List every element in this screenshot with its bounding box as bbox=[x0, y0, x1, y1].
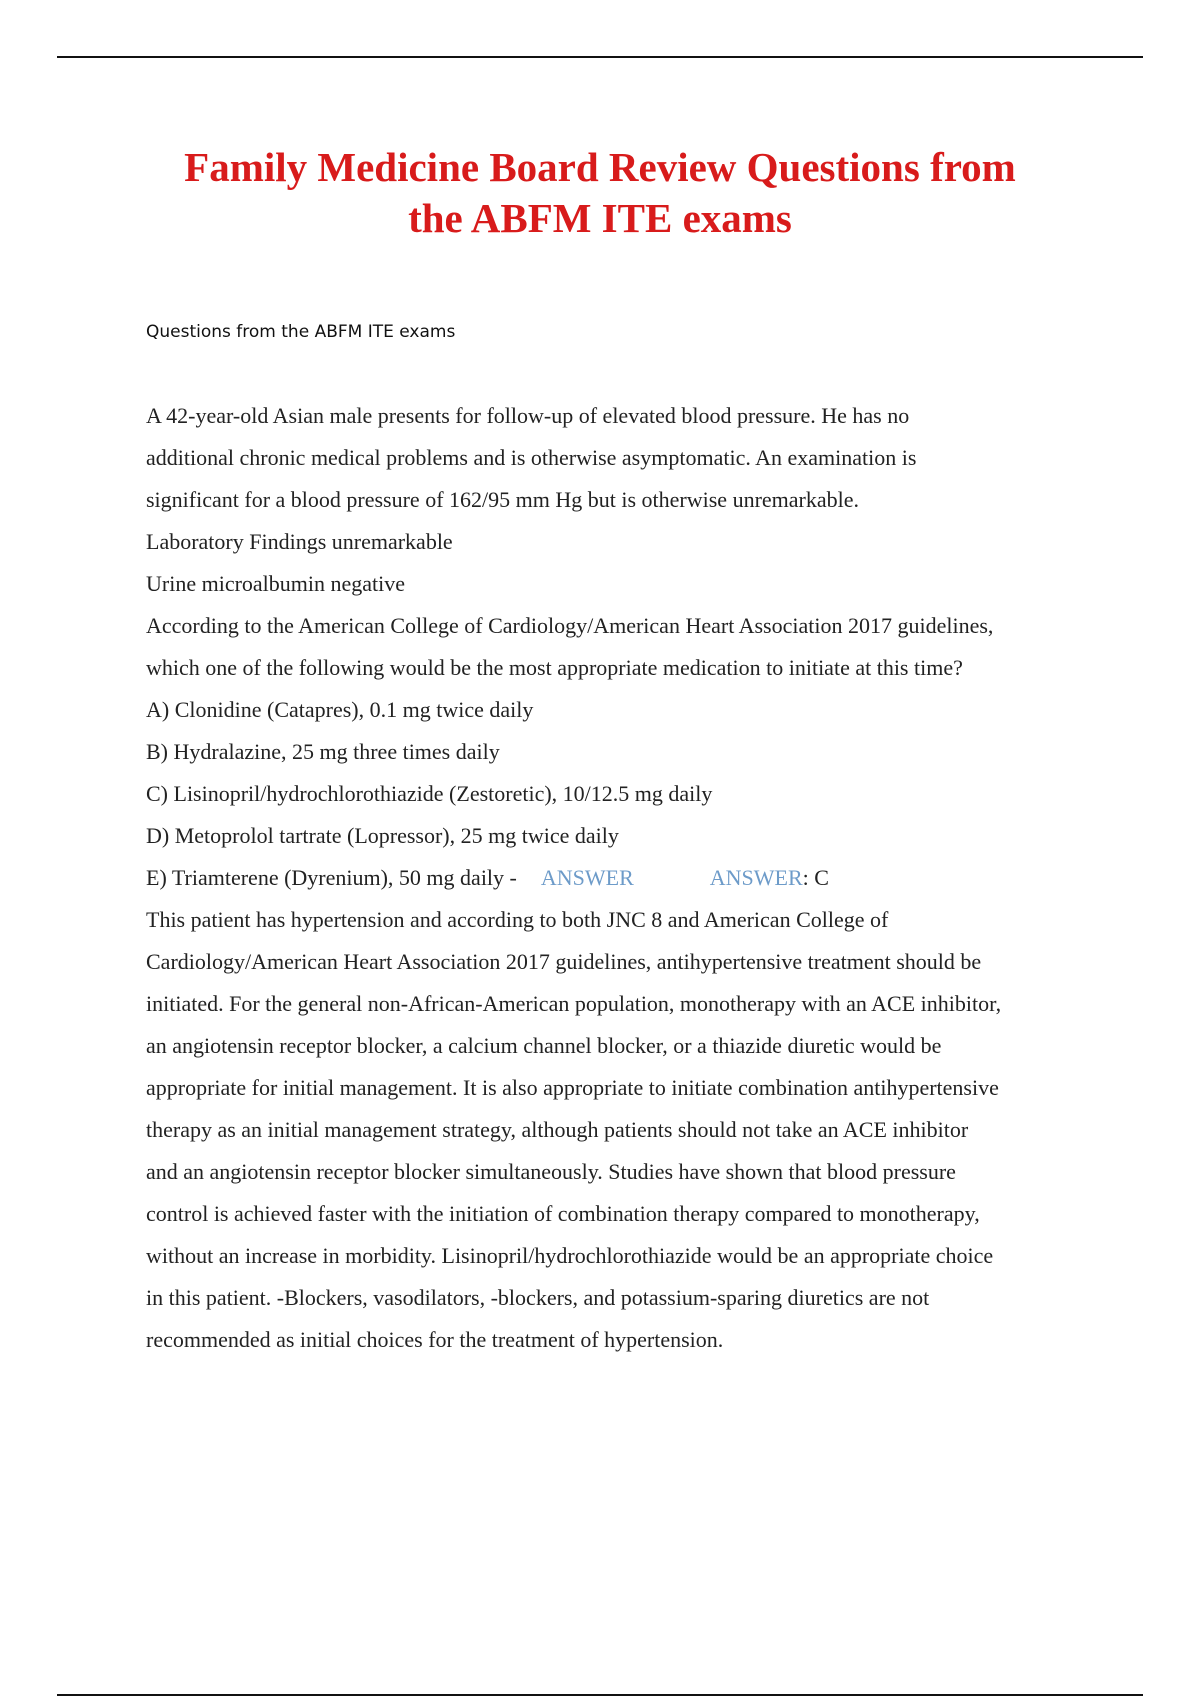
explanation-line: initiated. For the general non-African-American population, monotherapy with an ACE inhibitor, bbox=[146, 991, 1002, 1016]
answer-option-e: E) Triamterene (Dyrenium), 50 mg daily - bbox=[146, 865, 517, 890]
answer-value: : C bbox=[802, 865, 829, 890]
answer-label-1: ANSWER bbox=[540, 865, 634, 890]
answer-option: C) Lisinopril/hydrochlorothiazide (Zestoretic), 10/12.5 mg daily bbox=[146, 781, 713, 806]
title-line-1: Family Medicine Board Review Questions from bbox=[184, 144, 1016, 190]
question-line: According to the American College of Cardiology/American Heart Association 2017 guidelines, bbox=[146, 613, 994, 638]
explanation-line: without an increase in morbidity. Lisinopril/hydrochlorothiazide would be an appropriate choice bbox=[146, 1243, 994, 1268]
question-line: Laboratory Findings unremarkable bbox=[146, 529, 453, 554]
answer-label-2: ANSWER bbox=[709, 865, 803, 890]
answer-option: A) Clonidine (Catapres), 0.1 mg twice daily bbox=[146, 697, 534, 722]
question-line: which one of the following would be the most appropriate medication to initiate at this time? bbox=[146, 655, 963, 680]
answer-option-with-answer bbox=[146, 857, 1096, 899]
question-line: Urine microalbumin negative bbox=[146, 571, 406, 596]
explanation-line: control is achieved faster with the initiation of combination therapy compared to monotherapy, bbox=[146, 1201, 980, 1226]
question-body bbox=[146, 395, 1096, 1361]
title-line-2: the ABFM ITE exams bbox=[408, 195, 792, 241]
answer-option: D) Metoprolol tartrate (Lopressor), 25 mg twice daily bbox=[146, 823, 619, 848]
question-line: additional chronic medical problems and is otherwise asymptomatic. An examination is bbox=[146, 445, 917, 470]
question-stem bbox=[146, 395, 1096, 689]
explanation-line: recommended as initial choices for the treatment of hypertension. bbox=[146, 1327, 724, 1352]
explanation-line: in this patient. -Blockers, vasodilators, -blockers, and potassium-sparing diuretics are not bbox=[146, 1285, 930, 1310]
explanation bbox=[146, 899, 1096, 1361]
explanation-line: and an angiotensin receptor blocker simultaneously. Studies have shown that blood pressure bbox=[146, 1159, 956, 1184]
answer-option: B) Hydralazine, 25 mg three times daily bbox=[146, 739, 500, 764]
explanation-line: This patient has hypertension and according to both JNC 8 and American College of bbox=[146, 907, 889, 932]
question-line: significant for a blood pressure of 162/95 mm Hg but is otherwise unremarkable. bbox=[146, 487, 860, 512]
explanation-line: appropriate for initial management. It is also appropriate to initiate combination antihypertensive bbox=[146, 1075, 999, 1100]
explanation-line: an angiotensin receptor blocker, a calcium channel blocker, or a thiazide diuretic would be bbox=[146, 1033, 942, 1058]
bottom-rule bbox=[57, 1694, 1143, 1696]
answer-options bbox=[146, 689, 1096, 899]
explanation-line: therapy as an initial management strategy, although patients should not take an ACE inhibitor bbox=[146, 1117, 969, 1142]
top-rule bbox=[57, 56, 1143, 58]
document-title bbox=[100, 142, 1100, 244]
question-line: A 42-year-old Asian male presents for follow-up of elevated blood pressure. He has no bbox=[146, 403, 910, 428]
explanation-line: Cardiology/American Heart Association 2017 guidelines, antihypertensive treatment should be bbox=[146, 949, 982, 974]
document-subtitle: Questions from the ABFM ITE exams bbox=[146, 322, 456, 342]
